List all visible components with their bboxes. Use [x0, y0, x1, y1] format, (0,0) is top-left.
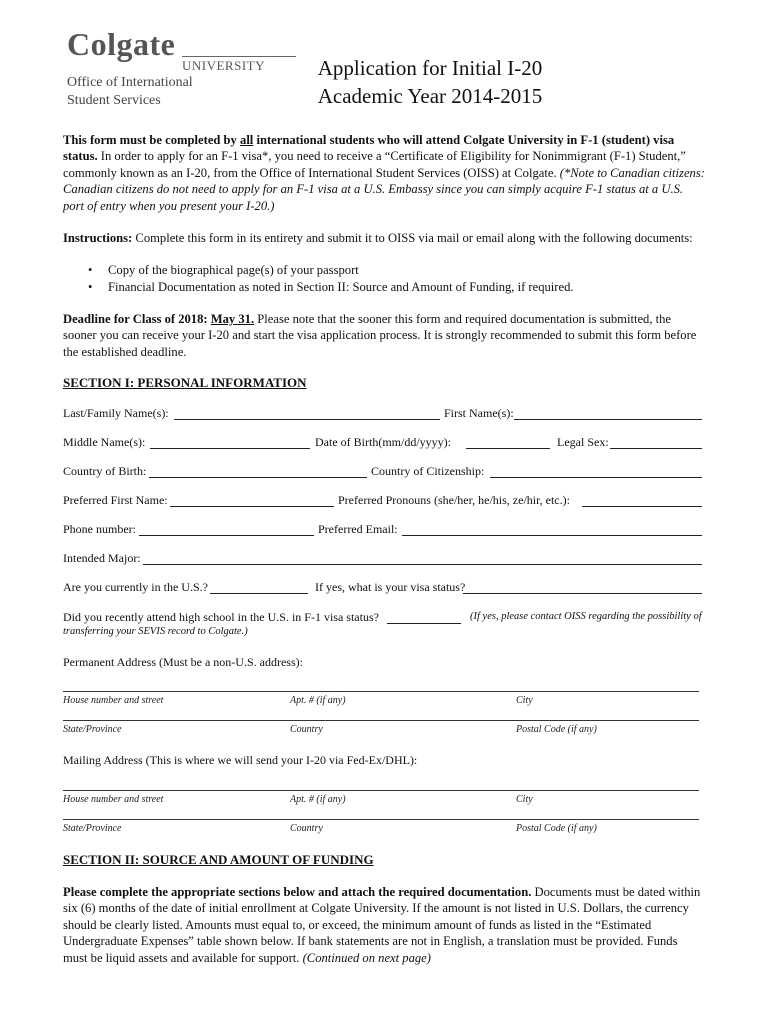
deadline-paragraph [63, 311, 705, 360]
office-line-2: Student Services [67, 93, 161, 108]
major-label: Intended Major: [63, 551, 141, 565]
mail-state-label: State/Province [63, 823, 122, 834]
mailing-address-label: Mailing Address (This is where we will send your I-20 via Fed-Ex/DHL): [63, 753, 418, 767]
high-school-note-1: (If yes, please contact OISS regarding the possibility of [470, 611, 702, 622]
last-name-label: Last/Family Name(s): [63, 406, 169, 420]
middle-name-label: Middle Name(s): [63, 435, 146, 449]
country-citizenship-field[interactable] [490, 477, 702, 478]
in-us-field[interactable] [210, 593, 308, 594]
first-name-label: First Name(s): [444, 406, 514, 420]
country-citizenship-label: Country of Citizenship: [371, 464, 485, 478]
intro-bold-a: This form must be completed by [63, 133, 241, 147]
bullet-financial: • Financial Documentation as noted in Section II: Source and Amount of Funding, if required. [88, 279, 574, 296]
instructions-paragraph [63, 230, 705, 246]
visa-status-field[interactable] [463, 593, 702, 594]
form-title-line-1: Application for Initial I-20 [317, 56, 543, 80]
form-title [300, 54, 560, 110]
deadline-text: Please note that the sooner this form and required documentation is submitted, the sooner you can receive your I-20 and start the visa application process. It is strongly recommended to submit this form before the established deadline. [63, 312, 697, 359]
intro-paragraph [63, 132, 705, 214]
logo-rule [182, 56, 296, 57]
mailing-address-line-2[interactable] [63, 819, 699, 820]
intro-canada-note: (*Note to Canadian citizens: Canadian citizens do not need to apply for an F-1 visa at a U.S. Embassy since you can simply acquire F-1 status at a U.S. port of entry when you present your I-20.) [63, 165, 705, 213]
perm-postal-label: Postal Code (if any) [516, 724, 597, 735]
office-name [67, 74, 193, 110]
intro-text: In order to apply for an F-1 visa*, you need to receive a “Certificate of Eligibility for Nonimmigrant (F-1) Student,” commonly known as an I-20, from the Office of International Student Services (OISS) at Colgate. [63, 149, 686, 180]
funding-bold-lead: Please complete the appropriate sections below and attach the required documentation. [63, 885, 532, 899]
intro-all: all [240, 133, 254, 147]
country-birth-label: Country of Birth: [63, 464, 147, 478]
bullet-passport: • Copy of the biographical page(s) of your passport [88, 262, 574, 279]
intro-bold-b: international students who will attend Colgate University in F-1 (student) visa status. [63, 133, 675, 164]
legal-sex-label: Legal Sex: [557, 435, 609, 449]
mail-city-label: City [516, 794, 533, 805]
middle-name-field[interactable] [150, 448, 310, 449]
instructions-bullets [88, 262, 574, 296]
email-field[interactable] [402, 535, 702, 536]
preferred-first-label: Preferred First Name: [63, 493, 168, 507]
colgate-logo [67, 26, 265, 110]
continued-note: (Continued on next page) [302, 950, 431, 965]
logo-wordmark: Colgate [67, 26, 176, 62]
instructions-text: Complete this form in its entirety and submit it to OISS via mail or email along with the following documents: [132, 231, 693, 245]
pronouns-label: Preferred Pronouns (she/her, he/his, ze/hir, etc.): [338, 493, 570, 507]
phone-field[interactable] [139, 535, 314, 536]
dob-field[interactable] [466, 448, 550, 449]
major-field[interactable] [143, 564, 702, 565]
logo-university: UNIVERSITY [182, 58, 265, 73]
dob-label: Date of Birth(mm/dd/yyyy): [315, 435, 451, 449]
email-label: Preferred Email: [318, 522, 398, 536]
deadline-date: May 31. [210, 312, 255, 326]
deadline-label: Deadline for Class of 2018: [63, 312, 211, 326]
mail-postal-label: Postal Code (if any) [516, 823, 597, 834]
office-line-1: Office of International [67, 75, 193, 90]
first-name-field[interactable] [514, 419, 702, 420]
legal-sex-field[interactable] [610, 448, 702, 449]
funding-paragraph [63, 884, 705, 966]
permanent-address-line-1[interactable] [63, 691, 699, 692]
perm-city-label: City [516, 695, 533, 706]
instructions-label: Instructions: [63, 231, 133, 245]
permanent-address-line-2[interactable] [63, 720, 699, 721]
perm-country-label: Country [290, 724, 323, 735]
visa-status-label: If yes, what is your visa status? [315, 580, 466, 594]
perm-apt-label: Apt. # (if any) [290, 695, 346, 706]
permanent-address-label: Permanent Address (Must be a non-U.S. address): [63, 655, 303, 669]
form-title-line-2: Academic Year 2014-2015 [317, 84, 543, 108]
pronouns-field[interactable] [582, 506, 702, 507]
funding-text: Documents must be dated within six (6) months of the date of initial enrollment at Colgate University. If the amount is not listed in U.S. Dollars, the currency should be clearly listed. Amounts must equal to, or exceed, the minimum amount of funds as listed in the “Estimated Undergraduate Expenses” table shown below. If bank statements are not in English, a translation must be provided. Funds must be liquid assets and available for support. [63, 885, 701, 965]
section-1-title: SECTION I: PERSONAL INFORMATION [63, 375, 307, 390]
mail-apt-label: Apt. # (if any) [290, 794, 346, 805]
section-2-title: SECTION II: SOURCE AND AMOUNT OF FUNDING [63, 852, 374, 867]
last-name-field[interactable] [174, 419, 440, 420]
high-school-label: Did you recently attend high school in the U.S. in F-1 visa status? [63, 610, 379, 624]
perm-state-label: State/Province [63, 724, 122, 735]
mail-house-label: House number and street [63, 794, 164, 805]
mailing-address-line-1[interactable] [63, 790, 699, 791]
mail-country-label: Country [290, 823, 323, 834]
high-school-note-2: transferring your SEVIS record to Colgate.) [63, 626, 248, 637]
country-birth-field[interactable] [149, 477, 367, 478]
perm-house-label: House number and street [63, 695, 164, 706]
high-school-field[interactable] [387, 623, 461, 624]
phone-label: Phone number: [63, 522, 136, 536]
preferred-first-field[interactable] [170, 506, 334, 507]
in-us-label: Are you currently in the U.S.? [63, 580, 208, 594]
